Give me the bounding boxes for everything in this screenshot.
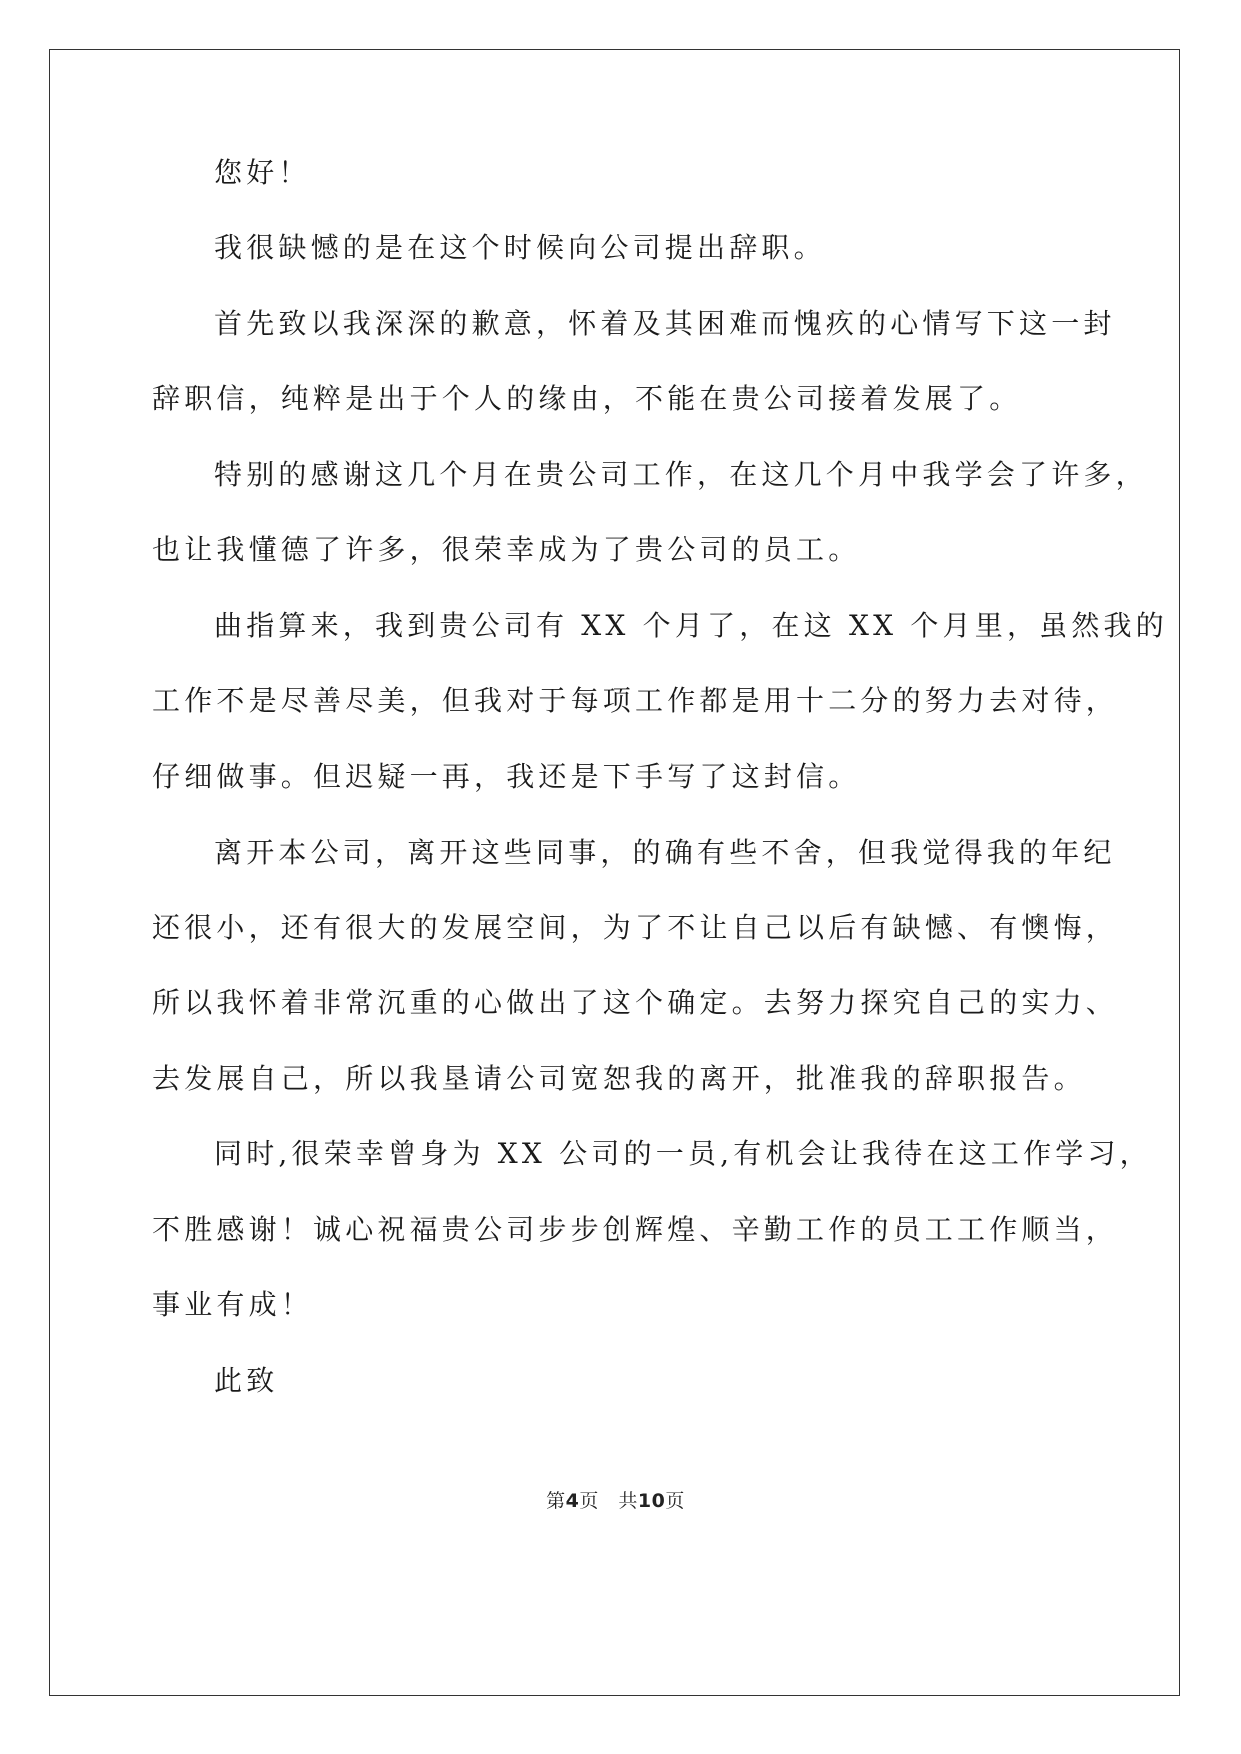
letter-line: 工作不是尽善尽美，但我对于每项工作都是用十二分的努力去对待， [152,684,1119,717]
letter-line: 所以我怀着非常沉重的心做出了这个确定。去努力探究自己的实力、 [152,986,1119,1019]
letter-line: 特别的感谢这几个月在贵公司工作，在这几个月中我学会了许多， [214,458,1148,491]
letter-line: 仔细做事。但迟疑一再，我还是下手写了这封信。 [152,760,861,793]
footer-page-number: 4 [565,1490,580,1512]
page-frame [49,49,1180,1696]
page-footer [50,1489,1181,1513]
footer-prefix: 第 [546,1490,566,1512]
letter-line: 首先致以我深深的歉意，怀着及其困难而愧疚的心情写下这一封 [214,307,1116,340]
letter-line: 去发展自己，所以我垦请公司宽恕我的离开，批准我的辞职报告。 [152,1062,1086,1095]
footer-total-pages: 10 [637,1490,666,1512]
letter-line: 也让我懂德了许多，很荣幸成为了贵公司的员工。 [152,533,861,566]
letter-line: 此致 [214,1364,279,1397]
letter-line: 辞职信，纯粹是出于个人的缘由，不能在贵公司接着发展了。 [152,382,1022,415]
letter-line: 我很缺憾的是在这个时候向公司提出辞职。 [214,231,826,264]
letter-line: 还很小，还有很大的发展空间，为了不让自己以后有缺憾、有懊悔， [152,911,1119,944]
letter-line: 同时,很荣幸曾身为 XX 公司的一员,有机会让我待在这工作学习， [214,1137,1152,1170]
letter-line: 您好！ [214,156,311,189]
letter-line: 离开本公司，离开这些同事，的确有些不舍，但我觉得我的年纪 [214,836,1116,869]
footer-mid: 页 共 [579,1490,638,1512]
footer-suffix: 页 [665,1490,685,1512]
letter-line: 事业有成！ [152,1288,314,1321]
letter-line: 曲指算来，我到贵公司有 XX 个月了，在这 XX 个月里，虽然我的 [214,609,1168,642]
letter-line: 不胜感谢！诚心祝福贵公司步步创辉煌、辛勤工作的员工工作顺当， [152,1213,1119,1246]
